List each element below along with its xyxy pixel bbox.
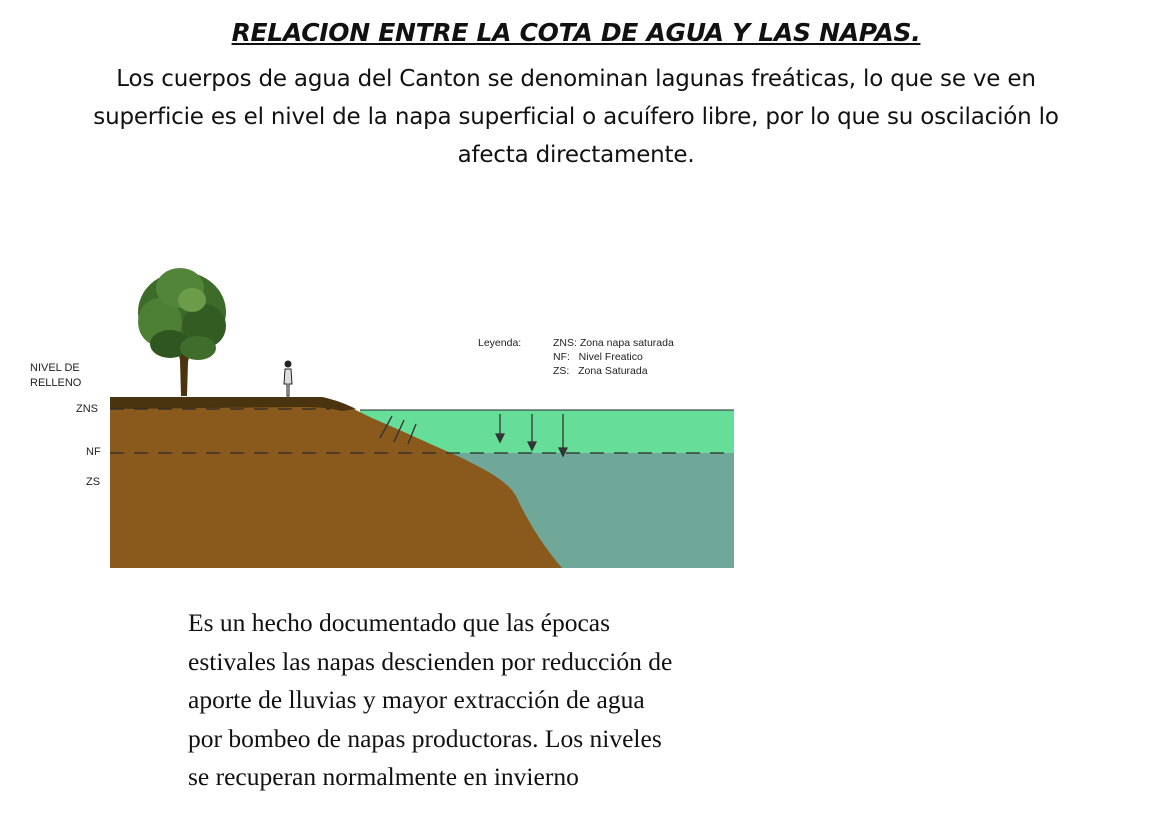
zs-label: ZS <box>86 476 101 488</box>
zns-label: ZNS <box>76 403 98 415</box>
nivel-de-relleno-label-line1: NIVEL DE <box>30 362 80 374</box>
body-line: aporte de lluvias y mayor extracción de agua <box>188 685 645 714</box>
body-line: por bombeo de napas productoras. Los niveles <box>188 723 662 753</box>
nf-label: NF <box>86 446 101 458</box>
person-icon <box>284 361 292 397</box>
body-line: estivales las napas descienden por reducción de <box>188 646 673 676</box>
body-line: Es un hecho documentado que las épocas <box>188 608 611 637</box>
page-title: RELACION ENTRE LA COTA DE AGUA Y LAS NAPAS. <box>231 18 921 47</box>
tree-icon <box>138 268 226 396</box>
intro-line: Los cuerpos de agua del Canton se denominan lagunas freáticas, lo que se ve en <box>116 66 1036 92</box>
nivel-de-relleno-label-line2: RELLENO <box>30 377 82 389</box>
body-line: se recuperan normalmente en invierno <box>188 762 579 791</box>
intro-line: afecta directamente. <box>457 142 695 168</box>
legend-item-zns: ZNS: Zona napa saturada <box>553 337 674 349</box>
legend-item-zs: ZS: Zona Saturada <box>553 365 648 377</box>
body-paragraph <box>188 604 828 797</box>
legend-heading: Leyenda: <box>478 337 522 349</box>
legend-item-nf: NF: Nivel Freatico <box>553 351 643 363</box>
intro-line: superficie es el nivel de la napa superficial o acuífero libre, por lo que su oscilación lo <box>93 104 1059 130</box>
